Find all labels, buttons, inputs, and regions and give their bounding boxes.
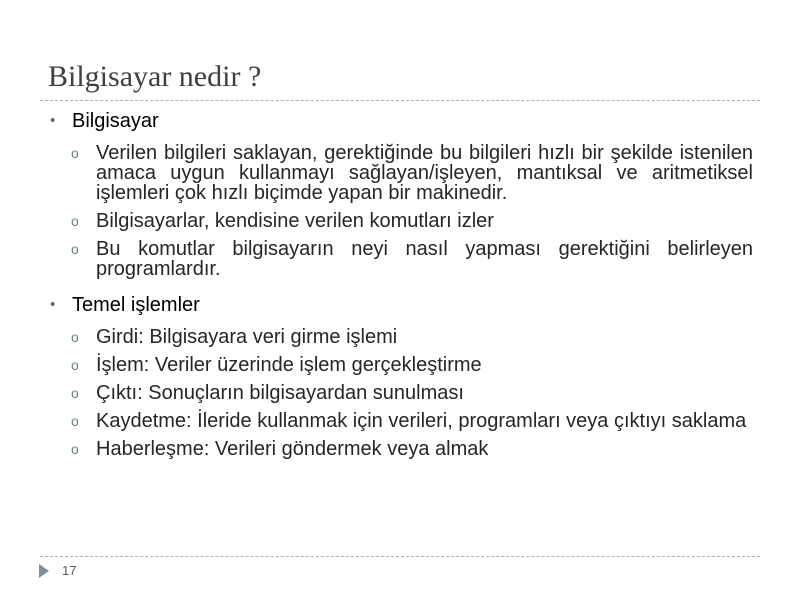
sub-bullet bbox=[71, 210, 753, 232]
sub-bullet-text: Haberleşme: Verileri göndermek veya almak bbox=[96, 438, 489, 460]
slide-content bbox=[48, 105, 753, 459]
sub-bullet-icon: o bbox=[71, 241, 79, 257]
sub-bullet-icon: o bbox=[71, 441, 79, 457]
slide-title: Bilgisayar nedir ? bbox=[48, 60, 262, 93]
bullet-temel-islemler bbox=[48, 293, 753, 317]
sub-bullet bbox=[71, 326, 753, 348]
bullet-icon: • bbox=[50, 112, 56, 129]
sub-bullet-icon: o bbox=[71, 385, 79, 401]
sub-bullet bbox=[71, 382, 753, 404]
sub-bullet-text: Verilen bilgileri saklayan, gerektiğinde bu bilgileri hızlı bir şekilde istenilen amaca uygun kullanmayı sağlayan/işleyen, mantıksal ve aritmetiksel işlemleri çok hızlı biçimde yapan bir makinedir. bbox=[96, 142, 753, 204]
sub-bullet-text: Bu komutlar bilgisayarın neyi nasıl yapması gerektiğini belirleyen programlardır. bbox=[96, 238, 753, 280]
bullet-heading: Temel işlemler bbox=[72, 294, 200, 316]
sub-bullet bbox=[71, 410, 753, 432]
sub-bullet-icon: o bbox=[71, 357, 79, 373]
bullet-icon: • bbox=[50, 296, 56, 313]
sub-bullet-icon: o bbox=[71, 213, 79, 229]
bullet-heading: Bilgisayar bbox=[72, 110, 159, 132]
sub-bullet-text: Bilgisayarlar, kendisine verilen komutları izler bbox=[96, 210, 494, 232]
sub-bullet-icon: o bbox=[71, 145, 79, 161]
bullet-bilgisayar bbox=[48, 109, 753, 133]
sub-bullet bbox=[71, 142, 753, 204]
sub-bullet-text: Girdi: Bilgisayara veri girme işlemi bbox=[96, 326, 398, 348]
title-divider bbox=[40, 100, 760, 101]
page-number: 17 bbox=[62, 563, 77, 578]
triangle-right-icon bbox=[39, 564, 49, 578]
footer-divider bbox=[40, 556, 760, 557]
sub-bullet-text: Çıktı: Sonuçların bilgisayardan sunulması bbox=[96, 382, 464, 404]
sub-bullet bbox=[71, 238, 753, 280]
sub-bullet-icon: o bbox=[71, 413, 79, 429]
sub-bullet-text: İşlem: Veriler üzerinde işlem gerçekleştirme bbox=[96, 354, 482, 376]
sub-bullet bbox=[71, 354, 753, 376]
sub-bullet-text: Kaydetme: İleride kullanmak için verileri, programları veya çıktıyı saklama bbox=[96, 410, 747, 432]
sub-bullet bbox=[71, 438, 753, 460]
sub-bullet-icon: o bbox=[71, 329, 79, 345]
